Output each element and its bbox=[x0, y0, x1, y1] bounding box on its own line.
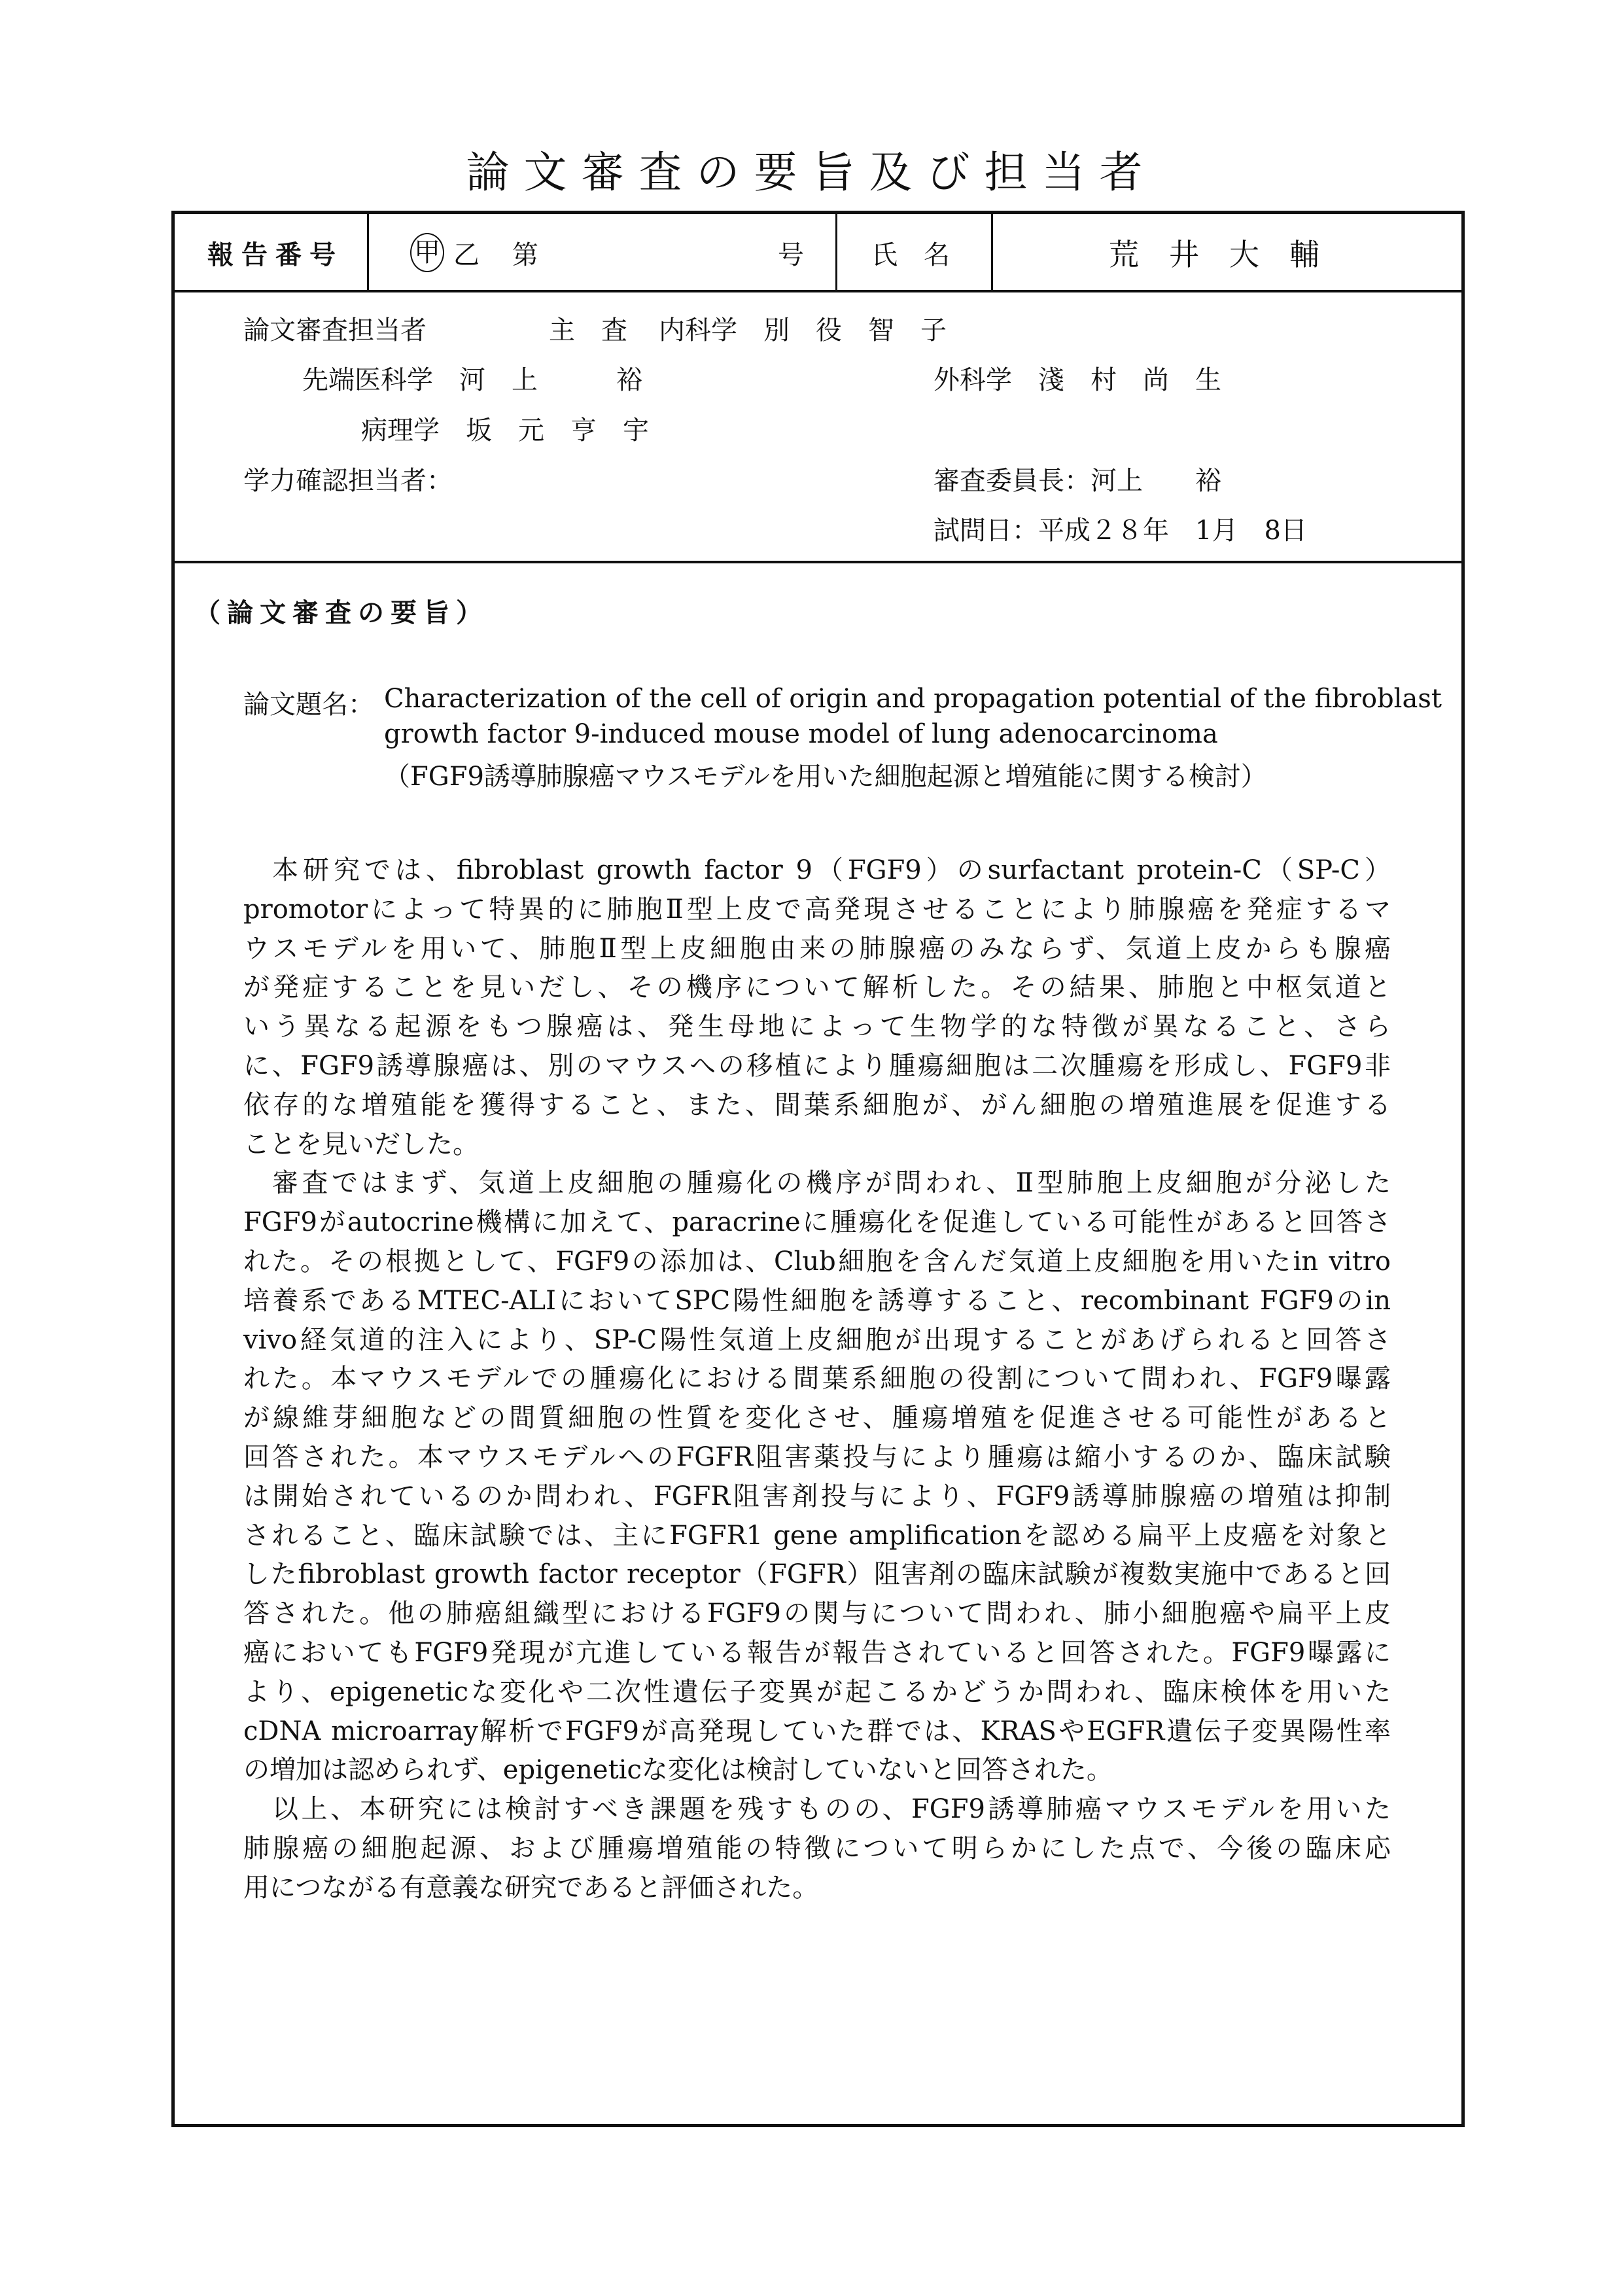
body-text-line: 培養系であるMTEC-ALIにおいてSPC陽性細胞を誘導すること、recombinant FGF9のin bbox=[243, 1285, 1391, 1316]
body-text-line: の増加は認められず、epigeneticな変化は検討していないと回答された。 bbox=[243, 1755, 1113, 1786]
chief-label: 主 査 bbox=[549, 315, 627, 345]
divider bbox=[175, 561, 1461, 563]
body-text-line: に、FGF9誘導腺癌は、別のマウスへの移植により腫瘍細胞は二次腫瘍を形成し、FGF9非 bbox=[243, 1051, 1391, 1081]
chief-reviewer: 内科学 別 役 智 子 bbox=[659, 315, 947, 345]
member-3: 病理学 坂 元 亨 宇 bbox=[361, 415, 649, 446]
exam-date: 試問日：平成２８年 1月 8日 bbox=[934, 516, 1307, 546]
body-text-line: されること、臨床試験では、主にFGFR1 gene amplificationを認める扁平上皮癌を対象と bbox=[243, 1520, 1391, 1551]
body-text-line: 癌においてもFGF9発現が亢進している報告が報告されていると回答された。FGF9曝露に bbox=[243, 1638, 1391, 1668]
name-value: 荒 井 大 輔 bbox=[1109, 237, 1319, 272]
body-text-line: 以上、本研究には検討すべき課題を残すものの、FGF9誘導肺癌マウスモデルを用いた bbox=[272, 1794, 1391, 1825]
body-text-line: 肺腺癌の細胞起源、および腫瘍増殖能の特徴について明らかにした点で、今後の臨床応 bbox=[243, 1833, 1391, 1863]
divider bbox=[175, 290, 1461, 292]
body-text-line: は開始されているのか問われ、FGFR阻害剤投与により、FGF9誘導肺腺癌の増殖は抑制 bbox=[243, 1481, 1391, 1511]
body-text-line: 答された。他の肺癌組織型におけるFGF9の関与について問われ、肺小細胞癌や扁平上皮 bbox=[243, 1598, 1391, 1629]
divider bbox=[991, 214, 993, 291]
body-text-line: ウスモデルを用いて、肺胞Ⅱ型上皮細胞由来の肺腺癌のみならず、気道上皮からも腺癌 bbox=[243, 933, 1391, 964]
member-1: 先端医科学 河 上 裕 bbox=[302, 365, 642, 395]
reviewers-label: 論文審査担当者 bbox=[243, 315, 427, 345]
body-text-line: vivo経気道的注入により、SP-C陽性気道上皮細胞が出現することがあげられると回答さ bbox=[243, 1324, 1391, 1355]
body-text-line: promotorによって特異的に肺胞Ⅱ型上皮で高発現させることにより肺腺癌を発症するマ bbox=[243, 894, 1391, 925]
body-text-line: が線維芽細胞などの間質細胞の性質を変化させ、腫瘍増殖を促進させる可能性があると bbox=[243, 1403, 1391, 1434]
body-text-line: が発症することを見いだし、その機序について解析した。その結果、肺胞と中枢気道と bbox=[243, 972, 1391, 1003]
body-text-line: cDNA microarray解析でFGF9が高発現していた群では、KRASやEGFR遺伝子変異陽性率 bbox=[243, 1716, 1391, 1746]
kou-circled: 甲 bbox=[410, 233, 444, 272]
go-label: 号 bbox=[778, 239, 804, 270]
body-text-line: 回答された。本マウスモデルへのFGFR阻害薬投与により腫瘍は縮小するのか、臨床試験 bbox=[243, 1442, 1391, 1472]
thesis-title-line-1: Characterization of the cell of origin and propagation potential of the fibroblast bbox=[384, 684, 1442, 714]
summary-heading: （論文審査の要旨） bbox=[194, 598, 489, 628]
member-2: 外科学 淺 村 尚 生 bbox=[934, 365, 1221, 395]
body-text-line: 用につながる有意義な研究であると評価された。 bbox=[243, 1872, 819, 1903]
body-text-line: いう異なる起源をもつ腺癌は、発生母地によって生物学的な特徴が異なること、さら bbox=[243, 1012, 1391, 1042]
body-text-line: 依存的な増殖能を獲得すること、また、間葉系細胞が、がん細胞の増殖進展を促進する bbox=[243, 1089, 1391, 1120]
thesis-title-japanese: （FGF9誘導肺腺癌マウスモデルを用いた細胞起源と増殖能に関する検討） bbox=[384, 762, 1267, 792]
body-text-line: ことを見いだした。 bbox=[243, 1129, 479, 1159]
body-text-line: れた。本マウスモデルでの腫瘍化における間葉系細胞の役割について問われ、FGF9曝露 bbox=[243, 1364, 1391, 1394]
otsu-label: 乙 bbox=[453, 239, 480, 270]
body-text-line: したfibroblast growth factor receptor（FGFR）阻害剤の臨床試験が複数実施中であると回 bbox=[243, 1559, 1391, 1590]
body-text-line: 審査ではまず、気道上皮細胞の腫瘍化の機序が問われ、Ⅱ型肺胞上皮細胞が分泌した bbox=[272, 1168, 1391, 1199]
dai-label: 第 bbox=[512, 239, 538, 270]
document-title: 論文審査の要旨及び担当者 bbox=[466, 147, 1157, 198]
body-text-line: れた。その根拠として、FGF9の添加は、Club細胞を含んだ気道上皮細胞を用いたin vitro bbox=[243, 1246, 1391, 1277]
name-label: 氏 名 bbox=[871, 239, 950, 270]
thesis-label: 論文題名： bbox=[243, 690, 374, 720]
report-number-label: 報告番号 bbox=[207, 239, 343, 270]
ability-check-label: 学力確認担当者： bbox=[243, 466, 453, 496]
committee-chair: 審査委員長：河上 裕 bbox=[934, 466, 1221, 496]
body-text-line: FGF9がautocrine機構に加えて、paracrineに腫瘍化を促進している可能性があると回答さ bbox=[243, 1207, 1391, 1238]
divider bbox=[835, 214, 837, 291]
divider bbox=[367, 214, 369, 291]
thesis-title-line-2: growth factor 9-induced mouse model of lung adenocarcinoma bbox=[384, 719, 1218, 749]
body-text-line: より、epigeneticな変化や二次性遺伝子変異が起こるかどうか問われ、臨床検体を用いた bbox=[243, 1676, 1391, 1707]
body-text-line: 本研究では、fibroblast growth factor 9（FGF9）のsurfactant protein-C（SP-C） bbox=[272, 855, 1391, 885]
